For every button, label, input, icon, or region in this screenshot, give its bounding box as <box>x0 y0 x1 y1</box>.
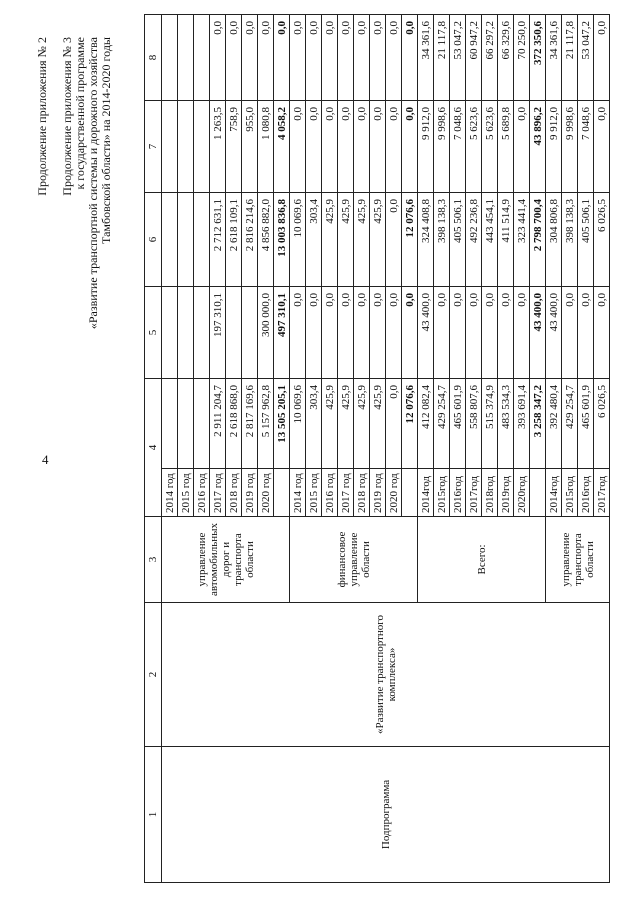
value-cell: 0,0 <box>482 287 498 379</box>
value-cell: 2 817 169,6 <box>242 379 258 469</box>
value-cell <box>178 287 194 379</box>
value-cell <box>194 379 210 469</box>
value-cell: 300 000,0 <box>258 287 274 379</box>
value-cell: 0,0 <box>322 101 338 193</box>
total-value-cell: 2 798 700,4 <box>530 193 546 287</box>
year-cell: 2014год <box>418 469 434 517</box>
value-cell: 70 250,0 <box>514 15 530 101</box>
value-cell: 955,0 <box>242 101 258 193</box>
total-value-cell: 0,0 <box>402 101 418 193</box>
value-cell: 5 623,6 <box>466 101 482 193</box>
header-line: Продолжение приложения № 2 <box>35 37 49 196</box>
value-cell: 6 026,5 <box>594 193 610 287</box>
year-cell <box>530 469 546 517</box>
value-cell: 405 506,1 <box>578 193 594 287</box>
value-cell: 0,0 <box>594 287 610 379</box>
column-header: 4 <box>145 379 162 517</box>
value-cell: 0,0 <box>354 15 370 101</box>
value-cell: 0,0 <box>210 15 226 101</box>
year-cell: 2017 год <box>210 469 226 517</box>
column-header: 7 <box>145 101 162 193</box>
value-cell: 9 998,6 <box>562 101 578 193</box>
value-cell: 34 361,6 <box>546 15 562 101</box>
total-value-cell: 13 505 205,1 <box>274 379 290 469</box>
header-line: «Развитие транспортной системы и дорожного хозяйства <box>86 37 100 330</box>
executor-cell: Всего: <box>418 517 546 603</box>
value-cell: 2 618 868,0 <box>226 379 242 469</box>
total-value-cell: 3 258 347,2 <box>530 379 546 469</box>
value-cell: 425,9 <box>370 193 386 287</box>
column-header: 8 <box>145 15 162 101</box>
value-cell: 0,0 <box>306 287 322 379</box>
year-cell: 2017год <box>594 469 610 517</box>
value-cell: 6 026,5 <box>594 379 610 469</box>
value-cell: 425,9 <box>338 379 354 469</box>
value-cell <box>162 101 178 193</box>
value-cell: 7 048,6 <box>450 101 466 193</box>
year-cell: 2020год <box>514 469 530 517</box>
value-cell: 465 601,9 <box>450 379 466 469</box>
subprogram-cell: «Развитие транспортного комплекса» <box>162 603 610 747</box>
value-cell: 0,0 <box>338 15 354 101</box>
value-cell: 0,0 <box>370 15 386 101</box>
value-cell: 66 297,2 <box>482 15 498 101</box>
year-cell: 2017год <box>466 469 482 517</box>
column-header: 3 <box>145 517 162 603</box>
value-cell: 0,0 <box>322 15 338 101</box>
value-cell: 0,0 <box>450 287 466 379</box>
value-cell: 9 912,0 <box>418 101 434 193</box>
value-cell: 0,0 <box>562 287 578 379</box>
year-cell: 2016 год <box>194 469 210 517</box>
value-cell: 0,0 <box>594 15 610 101</box>
value-cell: 0,0 <box>290 101 306 193</box>
year-cell: 2016 год <box>322 469 338 517</box>
value-cell: 392 480,4 <box>546 379 562 469</box>
value-cell: 425,9 <box>338 193 354 287</box>
total-value-cell: 12 076,6 <box>402 379 418 469</box>
year-cell: 2019 год <box>370 469 386 517</box>
value-cell: 515 374,9 <box>482 379 498 469</box>
column-header: 1 <box>145 747 162 883</box>
value-cell <box>162 379 178 469</box>
value-cell: 21 117,8 <box>562 15 578 101</box>
column-header: 2 <box>145 603 162 747</box>
value-cell: 412 082,4 <box>418 379 434 469</box>
value-cell: 10 069,6 <box>290 193 306 287</box>
year-cell: 2016год <box>578 469 594 517</box>
value-cell: 398 138,3 <box>562 193 578 287</box>
value-cell: 0,0 <box>386 15 402 101</box>
table-row <box>162 15 178 883</box>
value-cell: 53 047,2 <box>578 15 594 101</box>
year-cell: 2018 год <box>354 469 370 517</box>
value-cell: 411 514,9 <box>498 193 514 287</box>
value-cell: 0,0 <box>354 101 370 193</box>
value-cell: 393 691,4 <box>514 379 530 469</box>
value-cell: 197 310,1 <box>210 287 226 379</box>
total-value-cell: 13 003 836,8 <box>274 193 290 287</box>
value-cell: 425,9 <box>370 379 386 469</box>
value-cell: 0,0 <box>514 101 530 193</box>
value-cell: 0,0 <box>290 287 306 379</box>
value-cell: 303,4 <box>306 193 322 287</box>
value-cell: 0,0 <box>258 15 274 101</box>
value-cell: 0,0 <box>514 287 530 379</box>
year-cell: 2015год <box>434 469 450 517</box>
year-cell: 2015 год <box>178 469 194 517</box>
total-value-cell: 12 076,6 <box>402 193 418 287</box>
value-cell: 425,9 <box>354 193 370 287</box>
value-cell: 10 069,6 <box>290 379 306 469</box>
value-cell: 66 329,6 <box>498 15 514 101</box>
value-cell: 0,0 <box>290 15 306 101</box>
value-cell: 7 048,6 <box>578 101 594 193</box>
value-cell: 0,0 <box>578 287 594 379</box>
column-header: 6 <box>145 193 162 287</box>
value-cell: 0,0 <box>386 101 402 193</box>
value-cell: 465 601,9 <box>578 379 594 469</box>
year-cell: 2015 год <box>306 469 322 517</box>
value-cell: 758,9 <box>226 101 242 193</box>
value-cell <box>162 193 178 287</box>
value-cell: 2 911 204,7 <box>210 379 226 469</box>
value-cell: 0,0 <box>242 15 258 101</box>
value-cell <box>226 287 242 379</box>
year-cell <box>274 469 290 517</box>
value-cell: 0,0 <box>498 287 514 379</box>
executor-cell: финансовое управление области <box>290 517 418 603</box>
value-cell: 443 454,1 <box>482 193 498 287</box>
value-cell: 43 400,0 <box>546 287 562 379</box>
budget-table <box>144 14 610 883</box>
total-value-cell: 0,0 <box>402 287 418 379</box>
value-cell <box>194 287 210 379</box>
value-cell: 0,0 <box>306 15 322 101</box>
value-cell: 398 138,3 <box>434 193 450 287</box>
program-cell: Подпрограмма <box>162 747 610 883</box>
value-cell <box>162 287 178 379</box>
year-cell: 2019 год <box>242 469 258 517</box>
value-cell: 492 236,8 <box>466 193 482 287</box>
value-cell: 558 807,6 <box>466 379 482 469</box>
value-cell: 0,0 <box>306 101 322 193</box>
value-cell <box>162 15 178 101</box>
value-cell: 483 534,3 <box>498 379 514 469</box>
executor-cell: управление транспорта области <box>546 517 610 603</box>
value-cell: 4 856 882,0 <box>258 193 274 287</box>
value-cell: 53 047,2 <box>450 15 466 101</box>
column-header: 5 <box>145 287 162 379</box>
value-cell: 0,0 <box>226 15 242 101</box>
year-cell: 2020 год <box>386 469 402 517</box>
value-cell: 2 712 631,1 <box>210 193 226 287</box>
total-value-cell: 0,0 <box>402 15 418 101</box>
year-cell: 2018год <box>482 469 498 517</box>
year-cell: 2018 год <box>226 469 242 517</box>
value-cell: 429 254,7 <box>434 379 450 469</box>
year-cell: 2014год <box>546 469 562 517</box>
value-cell: 323 441,4 <box>514 193 530 287</box>
value-cell: 429 254,7 <box>562 379 578 469</box>
year-cell: 2015год <box>562 469 578 517</box>
value-cell: 1 263,5 <box>210 101 226 193</box>
value-cell: 5 689,8 <box>498 101 514 193</box>
value-cell: 60 947,2 <box>466 15 482 101</box>
value-cell: 0,0 <box>338 287 354 379</box>
value-cell: 2 618 109,1 <box>226 193 242 287</box>
value-cell: 0,0 <box>386 379 402 469</box>
value-cell: 21 117,8 <box>434 15 450 101</box>
value-cell <box>178 193 194 287</box>
value-cell: 324 408,8 <box>418 193 434 287</box>
year-cell: 2020 год <box>258 469 274 517</box>
value-cell: 0,0 <box>338 101 354 193</box>
total-value-cell: 43 400,0 <box>530 287 546 379</box>
value-cell <box>178 15 194 101</box>
value-cell: 5 623,6 <box>482 101 498 193</box>
total-value-cell: 43 896,2 <box>530 101 546 193</box>
value-cell: 303,4 <box>306 379 322 469</box>
value-cell: 1 080,8 <box>258 101 274 193</box>
value-cell: 304 806,8 <box>546 193 562 287</box>
total-value-cell: 497 310,1 <box>274 287 290 379</box>
value-cell: 34 361,6 <box>418 15 434 101</box>
value-cell: 0,0 <box>466 287 482 379</box>
value-cell: 0,0 <box>386 193 402 287</box>
executor-cell: управление автомобильных дорог и транспорта области <box>162 517 290 603</box>
year-cell: 2019год <box>498 469 514 517</box>
total-value-cell: 372 350,6 <box>530 15 546 101</box>
value-cell <box>194 15 210 101</box>
value-cell: 43 400,0 <box>418 287 434 379</box>
value-cell: 0,0 <box>354 287 370 379</box>
table-header-row <box>145 15 162 883</box>
page-number: 4 <box>42 452 49 467</box>
header-line: Продолжение приложения № 3 <box>60 37 74 196</box>
value-cell: 0,0 <box>434 287 450 379</box>
value-cell <box>242 287 258 379</box>
page-header <box>36 37 113 905</box>
year-cell: 2014 год <box>290 469 306 517</box>
value-cell: 425,9 <box>322 193 338 287</box>
total-value-cell: 4 058,2 <box>274 101 290 193</box>
header-line: Тамбовской области» на 2014-2020 годы <box>99 37 113 244</box>
value-cell: 0,0 <box>594 101 610 193</box>
value-cell <box>178 379 194 469</box>
value-cell: 9 912,0 <box>546 101 562 193</box>
year-cell: 2014 год <box>162 469 178 517</box>
value-cell: 425,9 <box>322 379 338 469</box>
header-line: к государственной программе <box>73 37 87 190</box>
value-cell: 9 998,6 <box>434 101 450 193</box>
value-cell <box>178 101 194 193</box>
value-cell: 405 506,1 <box>450 193 466 287</box>
value-cell: 0,0 <box>322 287 338 379</box>
value-cell: 0,0 <box>386 287 402 379</box>
value-cell: 0,0 <box>370 287 386 379</box>
value-cell <box>194 101 210 193</box>
year-cell: 2017 год <box>338 469 354 517</box>
year-cell: 2016год <box>450 469 466 517</box>
value-cell: 2 816 214,6 <box>242 193 258 287</box>
year-cell <box>402 469 418 517</box>
value-cell <box>194 193 210 287</box>
value-cell: 425,9 <box>354 379 370 469</box>
value-cell: 0,0 <box>370 101 386 193</box>
value-cell: 5 157 962,8 <box>258 379 274 469</box>
total-value-cell: 0,0 <box>274 15 290 101</box>
